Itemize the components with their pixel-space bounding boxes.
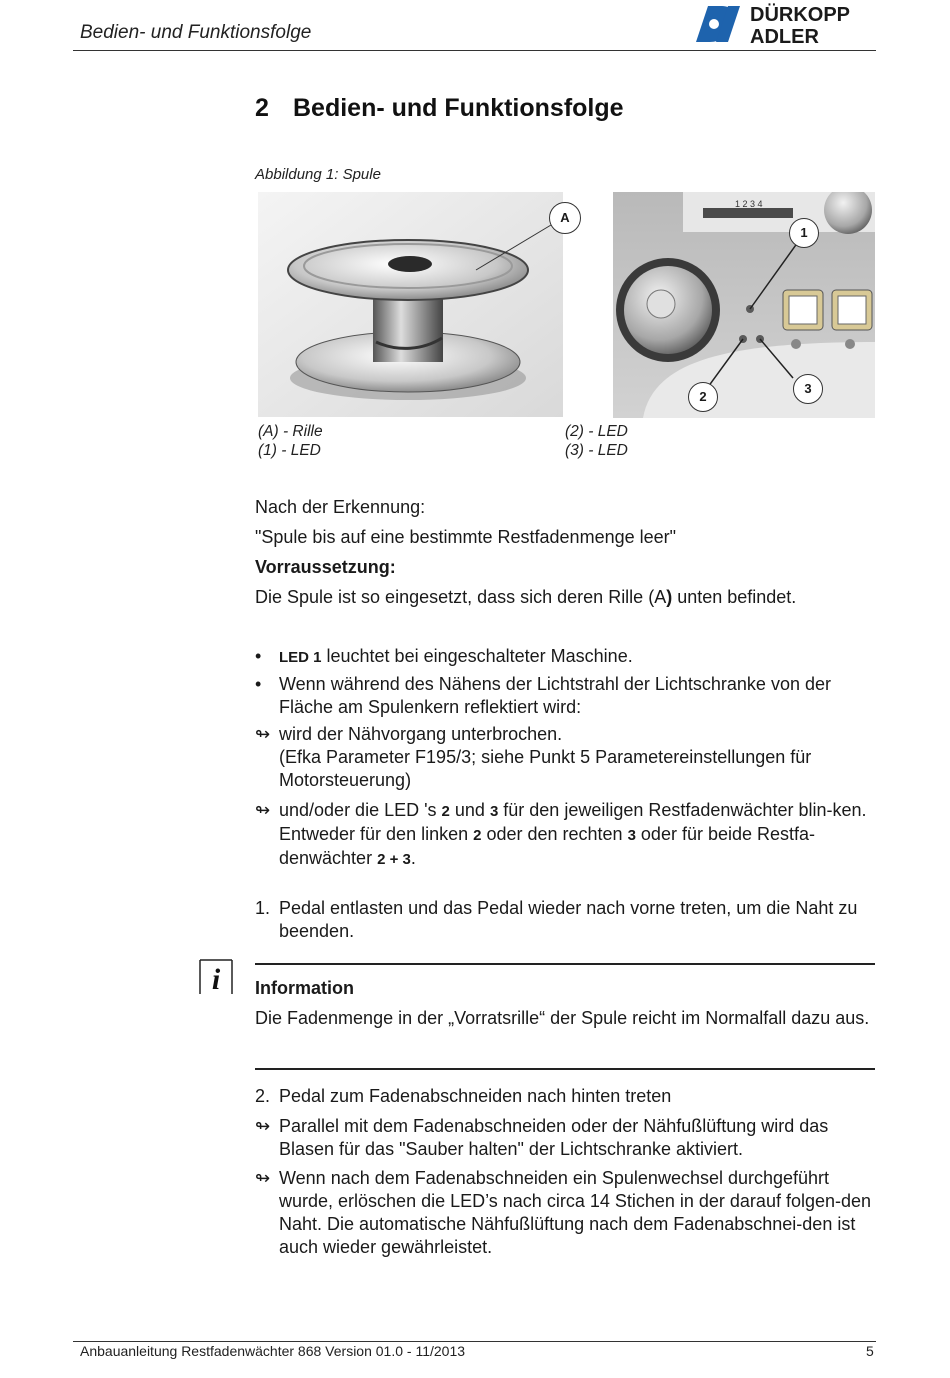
chapter-heading [255, 94, 624, 123]
legend-item: (3) - LED [565, 442, 628, 459]
text-run: leuchtet bei eingeschalteter Maschine. [321, 646, 633, 666]
legend-item: (2) - LED [565, 423, 628, 440]
text-run: 2 [473, 827, 482, 844]
text-run: LED 1 [279, 649, 322, 666]
running-header: Bedien- und Funktionsfolge [80, 22, 312, 43]
logo-mark-icon [696, 6, 740, 42]
bullet-text: Wenn während des Nähens der Lichtstrahl der Lichtschranke von der Fläche am Spulenkern reflektiert wird: [279, 674, 831, 717]
text-run: 2 [441, 803, 450, 820]
text-run: 3 [489, 803, 499, 820]
text-run: Die Spule ist so eingesetzt, dass sich deren Rille (A [255, 587, 667, 607]
chapter-title: Bedien- und Funktionsfolge [293, 94, 624, 122]
result-text: Wenn nach dem Fadenabschneiden ein Spulenwechsel durchgeführt wurde, erlöschen die LED’s nach circa 14 Stichen in der darauf folgen-den Naht. Die automatische Nähfußlüftung nach dem Fadenabschnei-den ist auch wieder gewährleistet. [279, 1168, 872, 1257]
result-text [279, 723, 875, 792]
callout-1: 1 [789, 218, 819, 248]
result-text: Parallel mit dem Fadenabschneiden oder der Nähfußlüftung wird das Blasen für das "Sauber halten" der Lichtschranke aktiviert. [279, 1116, 829, 1159]
logo-line-2: ADLER [750, 26, 819, 46]
bullet-marker: • [255, 674, 262, 694]
text-run: und/oder die LED 's [279, 800, 442, 820]
machine-led-panel-photo [613, 192, 875, 418]
info-bottom-rule [255, 1068, 875, 1070]
step-number: 1. [255, 898, 271, 918]
step-text: Pedal entlasten und das Pedal wieder nach vorne treten, um die Naht zu beenden. [279, 898, 858, 941]
step-text: Pedal zum Fadenabschneiden nach hinten treten [279, 1086, 672, 1106]
chapter-number: 2 [255, 94, 269, 122]
bullet-text [279, 645, 875, 669]
logo-line-1: DÜRKOPP [750, 4, 851, 26]
callout-2: 2 [688, 382, 718, 412]
footer-text: Anbauanleitung Restfadenwächter 868 Version 01.0 - 11/2013 [80, 1343, 466, 1359]
text-run: 2 + 3 [377, 851, 411, 868]
callout-3: 3 [793, 374, 823, 404]
svg-text:i: i [211, 963, 221, 996]
bullet-item [255, 673, 875, 719]
text-run: oder den rechten [481, 824, 628, 844]
result-arrow-icon: ↬ [255, 1168, 271, 1188]
result-item [255, 799, 875, 891]
result-item [255, 1167, 875, 1259]
legend-right [565, 422, 628, 460]
text-run: für den jeweiligen Restfadenwächter blin-ken. [498, 800, 867, 820]
step-item [255, 1085, 875, 1108]
result-arrow-icon: ↬ [255, 800, 271, 820]
text-run: oder für beide Restfa-denwächter [279, 824, 816, 868]
legend-item: (A) - Rille [258, 423, 323, 440]
bullet-item [255, 645, 875, 668]
result-text [279, 799, 875, 871]
result-item [255, 723, 875, 793]
step-item [255, 897, 875, 943]
figure-caption: Abbildung 1: Spule [255, 166, 381, 183]
text-run: 3 [627, 827, 636, 844]
info-title: Information [255, 978, 354, 998]
bobbin-photo [258, 192, 563, 417]
result-item [255, 1115, 875, 1161]
step-number: 2. [255, 1086, 271, 1106]
panel-scale-label: 1 2 3 4 [735, 199, 763, 209]
text-run: . [410, 848, 416, 868]
legend-left [258, 422, 323, 460]
legend-item: (1) - LED [258, 442, 321, 459]
text-run: wird der Nähvorgang unterbrochen. [279, 724, 563, 744]
duerkopp-adler-logo [692, 2, 880, 46]
paragraph [255, 586, 875, 609]
result-arrow-icon: ↬ [255, 724, 271, 744]
information-icon [198, 958, 234, 996]
paragraph: "Spule bis auf eine bestimmte Restfadenmenge leer" [255, 527, 677, 547]
bullet-marker: • [255, 646, 262, 666]
result-arrow-icon: ↬ [255, 1116, 271, 1136]
paragraph: Nach der Erkennung: [255, 497, 426, 517]
text-run: Entweder für den linken [279, 824, 474, 844]
text-run: und [449, 800, 490, 820]
text-run: (Efka Parameter F195/3; siehe Punkt 5 Parametereinstellungen für Motorsteuerung) [279, 747, 812, 790]
info-top-rule [255, 963, 875, 965]
header-rule [73, 50, 876, 51]
callout-a: A [549, 202, 581, 234]
info-text: Die Fadenmenge in der „Vorratsrille“ der Spule reicht im Normalfall dazu aus. [255, 1008, 870, 1028]
page-number: 5 [866, 1343, 874, 1359]
text-run: unten befindet. [672, 587, 797, 607]
footer-rule [73, 1341, 876, 1342]
text-run: ) [666, 587, 673, 607]
section-subheading: Vorraussetzung: [255, 557, 396, 577]
